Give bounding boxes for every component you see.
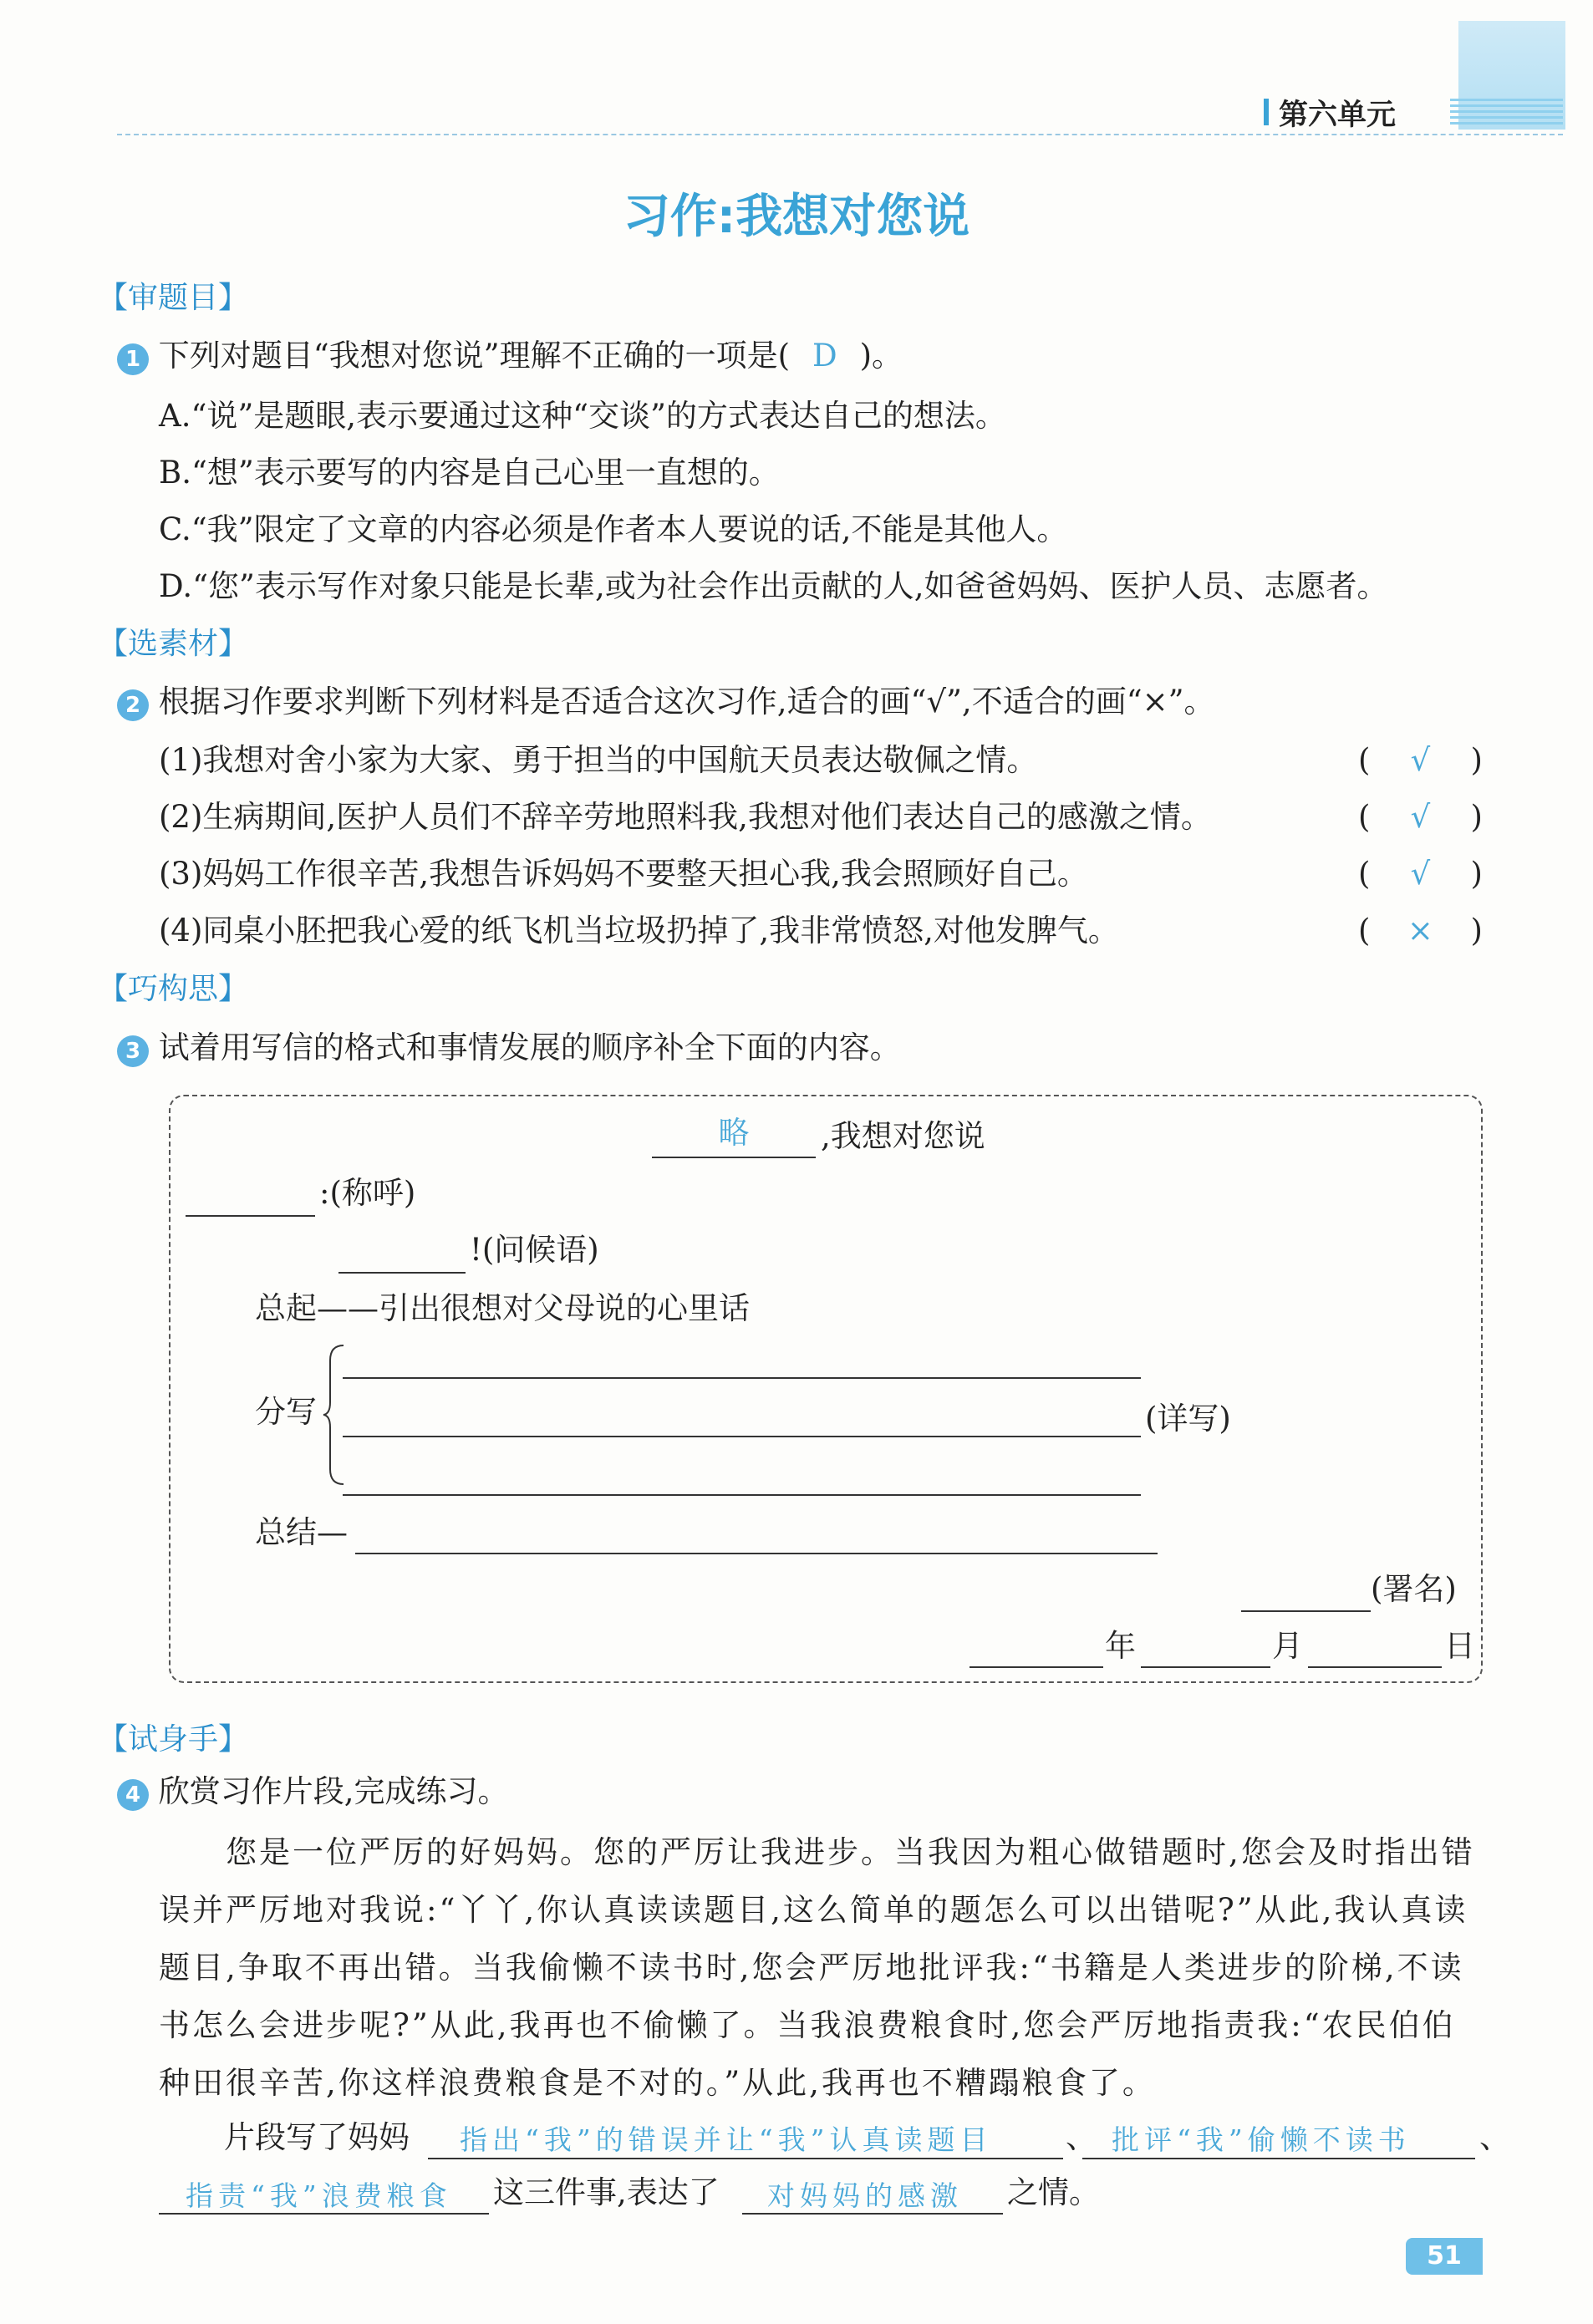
detail-label: (详写) (1145, 1401, 1231, 1437)
signature-label: (署名) (1371, 1571, 1457, 1607)
day-label: 日 (1444, 1628, 1475, 1664)
greeting-label: !(问候语) (470, 1232, 599, 1268)
fill-prefix: 片段写了妈妈 (224, 2119, 410, 2155)
q2-answer-2 (1358, 801, 1483, 834)
q3-text: 试着用写信的格式和事情发展的顺序补全下面的内容。 (158, 1030, 901, 1065)
check-mark-answer: √ (1410, 799, 1431, 835)
q1-stem (117, 339, 903, 375)
letter-title-text: ,我想对您说 (821, 1118, 985, 1154)
q2-item-4: (4)同桌小胚把我心爱的纸飞机当垃圾扔掉了,我非常愤怒,对他发脾气。 (159, 913, 1119, 948)
q4-text: 欣赏习作片段,完成练习。 (158, 1773, 509, 1809)
page-title: 习作:我想对您说 (623, 190, 970, 244)
q2-item-3: (3)妈妈工作很辛苦,我想告诉妈妈不要整天担心我,我会照顾好自己。 (159, 856, 1088, 892)
day-blank (1308, 1638, 1442, 1668)
answer-2: 批评“我”偷懒不读书 (1112, 2123, 1411, 2156)
q3-number: 3 (117, 1035, 149, 1067)
passage-line: 误并严厉地对我说:“丫丫,你认真读读题目,这么简单的题怎么可以出错呢?”从此,我认真读 (159, 1892, 1468, 1928)
section-qiaogousi: 【巧构思】 (98, 972, 249, 1006)
q3-stem (117, 1031, 901, 1067)
paren-close: ) (1470, 742, 1483, 778)
conclusion-label: 总结— (255, 1514, 348, 1550)
month-blank (1141, 1638, 1270, 1668)
fill-suffix: 之情。 (1007, 2174, 1100, 2210)
q2-answer-3 (1358, 857, 1483, 891)
passage (159, 1823, 1496, 2112)
conclusion-blank (355, 1523, 1158, 1554)
check-mark-answer: √ (1410, 856, 1431, 892)
answer-1: 指出“我”的错误并让“我”认真读题目 (460, 2123, 993, 2156)
section-shishenshou: 【试身手】 (98, 1722, 249, 1757)
salutation-blank (186, 1187, 315, 1217)
sep-2: 、 (1479, 2119, 1510, 2155)
q2-item-1: (1)我想对舍小家为大家、勇于担当的中国航天员表达敬佩之情。 (159, 742, 1038, 778)
q2-number: 2 (117, 689, 149, 721)
q1-number: 1 (117, 343, 149, 375)
paren-open: ( (1358, 742, 1371, 778)
fill-mid: 这三件事,表达了 (493, 2174, 720, 2210)
unit-label: 第六单元 (1279, 99, 1397, 132)
q2-stem (117, 685, 1215, 721)
body-blank-1 (343, 1347, 1141, 1379)
q4-number: 4 (117, 1779, 149, 1811)
signature-blank (1241, 1582, 1371, 1612)
q2-answer-4 (1358, 914, 1483, 948)
paren-open: ( (1358, 913, 1371, 948)
page-number: 51 (1406, 2238, 1483, 2275)
sep-1: 、 (1066, 2119, 1097, 2155)
q1-option-a: A.“说”是题眼,表示要通过这种“交谈”的方式表达自己的想法。 (159, 398, 1006, 434)
q1-text: 下列对题目“我想对您说”理解不正确的一项是( (158, 338, 791, 374)
q1-option-c: C.“我”限定了文章的内容必须是作者本人要说的话,不能是其他人。 (159, 511, 1068, 547)
body-blank-2 (343, 1406, 1141, 1437)
intro-text: 总起——引出很想对父母说的心里话 (255, 1290, 750, 1326)
passage-line: 您是一位严厉的好妈妈。您的严厉让我进步。当我因为粗心做错题时,您会及时指出错 (226, 1834, 1475, 1870)
year-blank (970, 1638, 1103, 1668)
salutation-label: :(称呼) (319, 1175, 416, 1211)
check-mark-answer: √ (1410, 742, 1431, 778)
paren-open: ( (1358, 799, 1371, 835)
letter-title-answer: 略 (718, 1115, 750, 1151)
q1-answer: D (812, 338, 837, 374)
paren-close: ) (1470, 913, 1483, 948)
paren-close: ) (1470, 856, 1483, 892)
section-shenti: 【审题目】 (98, 281, 249, 315)
passage-line: 种田很辛苦,你这样浪费粮食是不对的。”从此,我再也不糟蹋粮食了。 (159, 2065, 1156, 2101)
paren-open: ( (1358, 856, 1371, 892)
greeting-blank (338, 1243, 466, 1274)
passage-line: 题目,争取不再出错。当我偷懒不读书时,您会严厉地批评我:“书籍是人类进步的阶梯,不读 (159, 1950, 1464, 1986)
q4-stem (117, 1775, 509, 1811)
answer-4: 对妈妈的感激 (767, 2179, 963, 2212)
body-blank-3 (343, 1464, 1141, 1496)
cross-mark-answer: × (1407, 913, 1433, 948)
q1-close: )。 (859, 338, 903, 374)
header-divider (117, 134, 1563, 135)
body-label: 分写 (255, 1394, 317, 1430)
paren-close: ) (1470, 799, 1483, 835)
q1-option-b: B.“想”表示要写的内容是自己心里一直想的。 (159, 455, 780, 491)
header-stripes (1450, 99, 1563, 127)
q2-item-2: (2)生病期间,医护人员们不辞辛劳地照料我,我想对他们表达自己的感激之情。 (159, 799, 1212, 835)
passage-line: 书怎么会进步呢?”从此,我再也不偷懒了。当我浪费粮食时,您会严厉地指责我:“农民伯伯 (159, 2007, 1456, 2043)
year-label: 年 (1105, 1628, 1136, 1664)
section-xuancai: 【选素材】 (98, 627, 249, 661)
month-label: 月 (1272, 1628, 1303, 1664)
header-bar-marker (1264, 99, 1269, 125)
answer-3: 指责“我”浪费粮食 (186, 2179, 452, 2212)
q1-option-d: D.“您”表示写作对象只能是长辈,或为社会作出贡献的人,如爸爸妈妈、医护人员、志愿者。 (159, 568, 1388, 604)
q2-text: 根据习作要求判断下列材料是否适合这次习作,适合的画“√”,不适合的画“×”。 (158, 684, 1215, 720)
q2-answer-1 (1358, 744, 1483, 777)
